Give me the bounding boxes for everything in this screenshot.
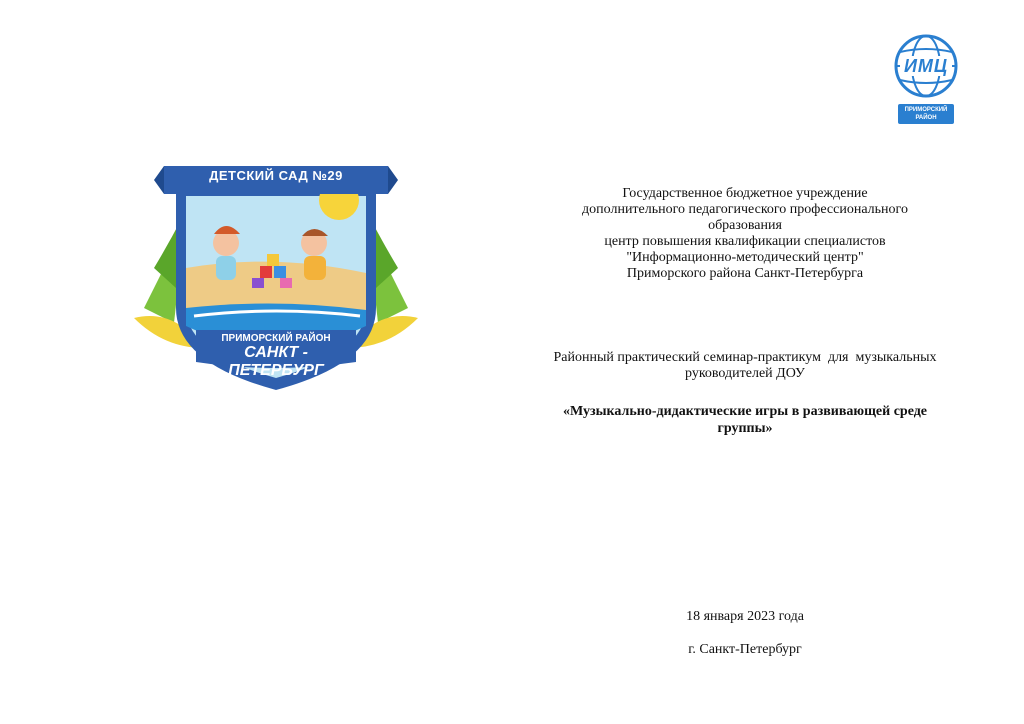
imc-badge-line2: РАЙОН [915,115,937,121]
topic-line: группы» [717,421,773,436]
emblem-ribbon-title: ДЕТСКИЙ САД №29 [209,168,343,183]
event-date: 18 января 2023 года [686,609,804,624]
institution-line: Государственное бюджетное учреждение [622,186,868,201]
event-city: г. Санкт-Петербург [688,642,802,657]
emblem-district: ПРИМОРСКИЙ РАЙОН [221,333,331,344]
topic-title [540,403,950,437]
imc-abbreviation: ИМЦ [903,56,949,76]
imc-badge-line1: ПРИМОРСКИЙ [904,107,948,113]
seminar-block [530,350,960,382]
imc-district-badge [898,104,954,124]
institution-line: образования [708,218,782,233]
seminar-line: Районный практический семинар-практикум для музыкальных [553,350,937,365]
institution-line: Приморского района Санкт-Петербурга [626,266,864,281]
seminar-line: руководителей ДОУ [685,366,805,381]
emblem-city: САНКТ - ПЕТЕРБУРГ [228,344,324,379]
institution-line: дополнительного педагогического профессионального [582,202,908,217]
imc-logo [890,34,962,124]
institution-line: центр повышения квалификации специалистов [604,234,886,249]
institution-line: "Информационно-методический центр" [626,250,864,265]
topic-line: «Музыкально-дидактические игры в развивающей среде [562,404,928,419]
institution-block [560,186,930,282]
kindergarten-emblem [134,148,418,392]
